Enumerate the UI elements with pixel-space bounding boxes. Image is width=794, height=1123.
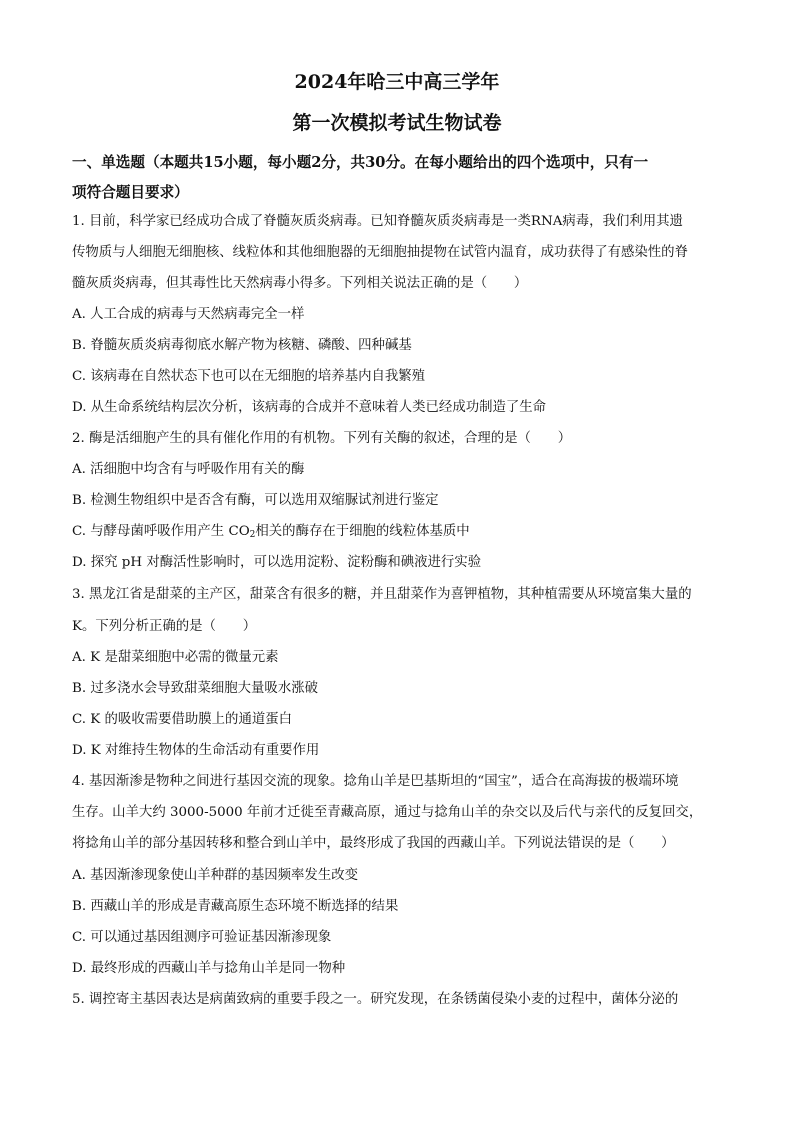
section-heading-line1: 一、单选题（本题共15小题，每小题2分，共30分。在每小题给出的四个选项中，只有一 bbox=[72, 154, 649, 171]
question-1-stem-line1: 1. 目前，科学家已经成功合成了脊髓灰质炎病毒。已知脊髓灰质炎病毒是一类RNA病毒，我们利用其遗 bbox=[72, 214, 683, 229]
question-2-option-c-post: 相关的酶存在于细胞的线粒体基质中 bbox=[255, 524, 470, 539]
question-4-option-d: D. 最终形成的西藏山羊与捻角山羊是同一物种 bbox=[72, 961, 346, 976]
question-5-stem-line1: 5. 调控寄主基因表达是病菌致病的重要手段之一。研究发现，在条锈菌侵染小麦的过程中，菌体分泌的 bbox=[72, 992, 679, 1007]
question-4-stem-line2: 生存。山羊大约 3000-5000 年前才迁徙至青藏高原，通过与捻角山羊的杂交以及后代与亲代的反复回交， bbox=[72, 805, 703, 820]
question-4-stem-line1: 4. 基因渐渗是物种之间进行基因交流的现象。捻角山羊是巴基斯坦的“国宝”，适合在高海拔的极端环境 bbox=[72, 774, 679, 789]
exam-title-line1: 2024年哈三中高三学年 bbox=[294, 71, 500, 93]
question-3-option-a: A. K 是甜菜细胞中必需的微量元素 bbox=[72, 650, 279, 665]
question-1-option-b: B. 脊髓灰质炎病毒彻底水解产物为核糖、磷酸、四种碱基 bbox=[72, 338, 412, 353]
question-4-stem-line3: 将捻角山羊的部分基因转移和整合到山羊中，最终形成了我国的西藏山羊。下列说法错误的是（ ） bbox=[72, 836, 675, 851]
question-1-stem-line3: 髓灰质炎病毒，但其毒性比天然病毒小得多。下列相关说法正确的是（ ） bbox=[72, 276, 528, 291]
question-3-option-c: C. K 的吸收需要借助膜上的通道蛋白 bbox=[72, 712, 293, 727]
question-1-option-c: C. 该病毒在自然状态下也可以在无细胞的培养基内自我繁殖 bbox=[72, 369, 426, 384]
question-3-option-d: D. K 对维持生物体的生命活动有重要作用 bbox=[72, 743, 320, 758]
question-2-option-c-subscript: 2 bbox=[249, 530, 256, 540]
question-4-option-c: C. 可以通过基因组测序可验证基因渐渗现象 bbox=[72, 930, 332, 945]
section-heading-line2: 项符合题目要求） bbox=[72, 184, 189, 201]
question-2-option-b: B. 检测生物组织中是否含有酶，可以选用双缩脲试剂进行鉴定 bbox=[72, 493, 439, 508]
question-3-option-b: B. 过多浇水会导致甜菜细胞大量吸水涨破 bbox=[72, 681, 318, 696]
question-1-stem-line2: 传物质与人细胞无细胞核、线粒体和其他细胞器的无细胞抽提物在试管内温育，成功获得了有感染性的脊 bbox=[72, 245, 688, 260]
question-2-option-c-pre: C. 与酵母菌呼吸作用产生 CO bbox=[72, 524, 250, 539]
exam-title-line2: 第一次模拟考试生物试卷 bbox=[292, 112, 502, 134]
question-2-option-d: D. 探究 pH 对酶活性影响时，可以选用淀粉、淀粉酶和碘液进行实验 bbox=[72, 555, 482, 570]
question-4-option-a: A. 基因渐渗现象使山羊种群的基因频率发生改变 bbox=[72, 868, 358, 883]
question-1-option-a: A. 人工合成的病毒与天然病毒完全一样 bbox=[72, 307, 305, 322]
question-1-option-d: D. 从生命系统结构层次分析，该病毒的合成并不意味着人类已经成功制造了生命 bbox=[72, 400, 547, 415]
question-2-option-a: A. 活细胞中均含有与呼吸作用有关的酶 bbox=[72, 462, 305, 477]
question-4-option-b: B. 西藏山羊的形成是青藏高原生态环境不断选择的结果 bbox=[72, 899, 399, 914]
question-2-option-c bbox=[72, 522, 722, 542]
question-3-stem-line1: 3. 黑龙江省是甜菜的主产区，甜菜含有很多的糖，并且甜菜作为喜钾植物，其种植需要从环境富集大量的 bbox=[72, 587, 692, 602]
question-3-stem-line2: K。下列分析正确的是（ ） bbox=[72, 619, 257, 634]
question-2-stem-line1: 2. 酶是活细胞产生的具有催化作用的有机物。下列有关酶的叙述，合理的是（ ） bbox=[72, 431, 572, 446]
